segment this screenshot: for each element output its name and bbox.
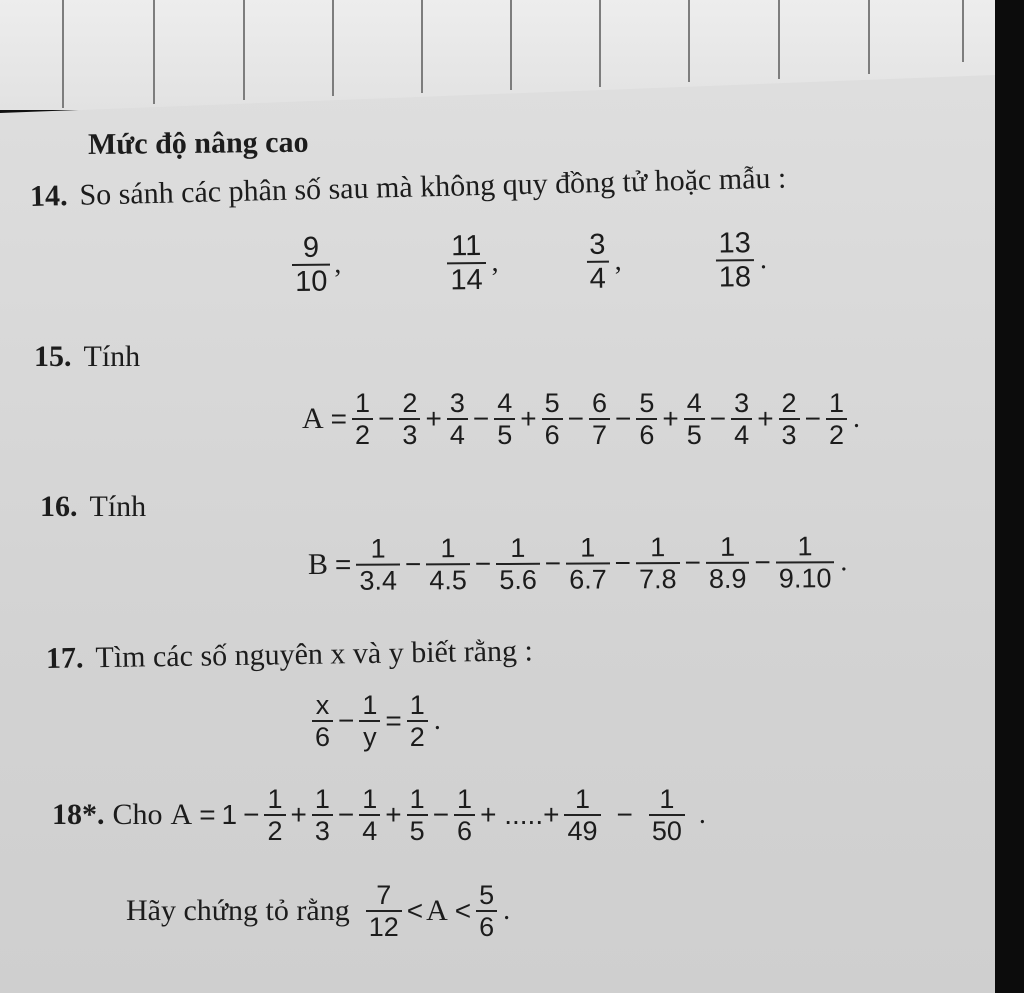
denominator: 3 <box>781 420 797 450</box>
denominator: y <box>363 722 377 752</box>
numerator: x <box>315 690 330 720</box>
problem-16-expression <box>308 531 848 596</box>
fraction <box>589 388 610 450</box>
denominator: 4.5 <box>429 565 467 596</box>
operator: − <box>544 547 562 579</box>
numerator: 1 <box>828 388 844 418</box>
fraction <box>636 388 657 450</box>
numerator: 1 <box>362 784 378 814</box>
separator: , <box>491 246 499 278</box>
rule-line <box>332 0 334 96</box>
operator: + <box>757 403 774 434</box>
numerator: 1 <box>370 533 386 564</box>
denominator: 14 <box>450 263 483 297</box>
section-heading-line <box>88 126 309 162</box>
rule-line <box>62 0 64 108</box>
numerator: 1 <box>409 690 425 720</box>
operator: + <box>385 799 402 830</box>
problem-18-prove-line <box>126 880 510 942</box>
rule-line <box>599 0 601 87</box>
variable-a: A <box>170 798 193 831</box>
rule-line <box>688 0 690 82</box>
operator: − <box>684 546 701 579</box>
fraction <box>356 534 400 596</box>
denominator: 2 <box>409 722 425 752</box>
numerator: 1 <box>409 784 425 814</box>
numerator: 3 <box>734 388 750 418</box>
numerator: 11 <box>450 229 482 263</box>
problem-number: 18*. <box>52 798 105 831</box>
fraction <box>564 784 600 846</box>
equals-sign: = <box>385 705 402 736</box>
numerator: 9 <box>302 231 320 264</box>
numerator: 1 <box>797 531 813 562</box>
rule-line <box>510 0 512 90</box>
operator: − <box>567 403 584 434</box>
denominator: 5 <box>497 420 513 450</box>
problem-18-line <box>52 784 706 846</box>
numerator: 5 <box>639 388 655 418</box>
less-than-sign: < <box>406 895 424 926</box>
denominator: 8.9 <box>708 563 747 594</box>
denominator: 4 <box>589 262 607 295</box>
rule-line <box>778 0 780 79</box>
fraction <box>366 880 402 942</box>
denominator: 4 <box>449 420 465 450</box>
problem-15-line <box>34 340 140 374</box>
equals-sign: = <box>334 548 352 580</box>
rule-line <box>421 0 423 93</box>
operator: − <box>754 546 771 578</box>
operator: + <box>662 403 679 434</box>
operator: + <box>425 403 442 434</box>
problem-17-equation <box>310 690 441 752</box>
denominator: 7.8 <box>639 564 677 595</box>
fraction <box>586 229 609 295</box>
fraction <box>407 784 428 846</box>
dark-edge <box>995 0 1024 993</box>
rule-line <box>243 0 245 100</box>
fraction <box>731 388 752 450</box>
operator: − <box>472 403 490 434</box>
problem-text: Tính <box>89 490 147 523</box>
fraction <box>399 388 420 450</box>
numerator: 1 <box>659 784 675 814</box>
numerator: 1 <box>719 531 736 562</box>
rule-line <box>962 0 964 62</box>
fraction <box>312 690 333 752</box>
operator: − <box>338 705 355 736</box>
fraction <box>779 388 800 450</box>
denominator: 6 <box>315 722 331 752</box>
numerator: 5 <box>479 880 495 910</box>
fraction <box>476 880 497 942</box>
operator: − <box>432 799 450 830</box>
separator: , <box>614 245 622 277</box>
denominator: 6 <box>544 420 560 450</box>
fraction <box>776 531 835 593</box>
operator: + <box>520 403 537 434</box>
equals-sign: = <box>330 403 348 434</box>
problem-14-fractions <box>290 227 768 298</box>
operator: − <box>243 799 260 830</box>
denominator: 3.4 <box>359 565 398 596</box>
fraction <box>826 388 847 450</box>
numerator: 1 <box>580 532 596 563</box>
denominator: 12 <box>368 912 399 942</box>
numerator: 1 <box>440 533 456 564</box>
denominator: 6.7 <box>569 564 607 595</box>
denominator: 2 <box>828 420 844 450</box>
denominator: 6 <box>639 420 655 450</box>
numerator: 2 <box>402 388 418 418</box>
fraction <box>407 690 428 752</box>
denominator: 4 <box>734 420 750 450</box>
numerator: 1 <box>457 784 473 814</box>
fraction <box>715 227 754 293</box>
numerator: 2 <box>781 388 797 418</box>
operator: − <box>616 799 633 830</box>
fraction <box>447 388 468 450</box>
problem-16-line <box>40 490 146 524</box>
denominator: 2 <box>267 816 283 846</box>
problem-number: 15. <box>34 340 72 373</box>
fraction <box>649 784 685 846</box>
operator: − <box>615 403 632 434</box>
first-term: 1 <box>221 799 238 830</box>
denominator: 5 <box>686 420 702 450</box>
fraction <box>566 532 610 594</box>
operator: − <box>709 403 727 434</box>
period: . <box>698 799 706 830</box>
variable-a: A <box>426 894 448 927</box>
problem-text: Tìm các số nguyên x và y biết rằng : <box>95 634 534 675</box>
operator: − <box>378 403 395 434</box>
numerator: 4 <box>497 388 513 418</box>
denominator: 49 <box>567 816 598 846</box>
fraction <box>706 532 750 594</box>
period: . <box>840 546 848 578</box>
operator: − <box>804 403 821 434</box>
operator: − <box>404 548 422 580</box>
numerator: 5 <box>544 388 560 418</box>
numerator: 3 <box>589 228 606 261</box>
fraction <box>447 230 486 296</box>
less-than-sign: < <box>454 895 472 926</box>
fraction <box>264 784 285 846</box>
separator: . <box>759 244 768 276</box>
fraction <box>352 388 373 450</box>
fraction <box>494 388 515 450</box>
operator: − <box>337 799 355 830</box>
fraction <box>454 784 475 846</box>
problem-15-expression <box>302 388 860 450</box>
period: . <box>433 705 441 736</box>
numerator: 13 <box>718 227 751 260</box>
fraction <box>684 388 705 450</box>
numerator: 6 <box>591 388 608 418</box>
denominator: 3 <box>402 420 418 450</box>
operator: − <box>474 548 492 580</box>
denominator: 5.6 <box>499 564 537 595</box>
fraction <box>636 532 680 594</box>
operator: + <box>290 799 307 830</box>
numerator: 4 <box>686 388 702 418</box>
denominator: 3 <box>314 816 330 846</box>
period: . <box>852 403 860 434</box>
ellipsis: + .....+ <box>480 799 560 830</box>
problem-text: So sánh các phân số sau mà không quy đồng tử hoặc mẫu : <box>79 161 787 212</box>
denominator: 2 <box>355 420 371 450</box>
fraction <box>312 784 333 846</box>
numerator: 1 <box>362 690 378 720</box>
operator: − <box>614 547 632 579</box>
rule-line <box>153 0 155 104</box>
fraction <box>292 232 331 298</box>
problem-text: Cho <box>112 798 163 831</box>
problem-number: 17. <box>45 641 84 675</box>
prove-text: Hãy chứng tỏ rằng <box>126 894 350 927</box>
denominator: 4 <box>362 816 378 846</box>
denominator: 5 <box>409 816 425 846</box>
variable-b: B <box>307 547 329 581</box>
rule-line <box>868 0 870 74</box>
numerator: 3 <box>449 388 465 418</box>
numerator: 1 <box>650 532 666 563</box>
numerator: 1 <box>355 388 371 418</box>
problem-number: 14. <box>29 179 68 213</box>
fraction <box>496 533 540 595</box>
section-heading: Mức độ nâng cao <box>87 125 309 161</box>
denominator: 6 <box>479 912 495 942</box>
numerator: 1 <box>510 532 526 563</box>
numerator: 7 <box>376 880 392 910</box>
denominator: 9.10 <box>778 563 832 594</box>
fraction <box>542 388 563 450</box>
numerator: 1 <box>267 784 283 814</box>
denominator: 7 <box>591 420 608 450</box>
numerator: 1 <box>574 784 590 814</box>
denominator: 18 <box>718 261 752 294</box>
fraction <box>359 784 380 846</box>
equals-sign: = <box>199 799 216 830</box>
denominator: 6 <box>457 816 473 846</box>
period: . <box>503 895 511 926</box>
fraction <box>359 690 380 752</box>
numerator: 1 <box>314 784 330 814</box>
problem-text: Tính <box>83 340 141 373</box>
fraction <box>426 533 470 595</box>
problem-number: 16. <box>40 490 78 523</box>
variable-a: A <box>302 402 324 435</box>
separator: , <box>334 248 342 280</box>
denominator: 50 <box>651 816 682 846</box>
denominator: 10 <box>295 265 328 298</box>
